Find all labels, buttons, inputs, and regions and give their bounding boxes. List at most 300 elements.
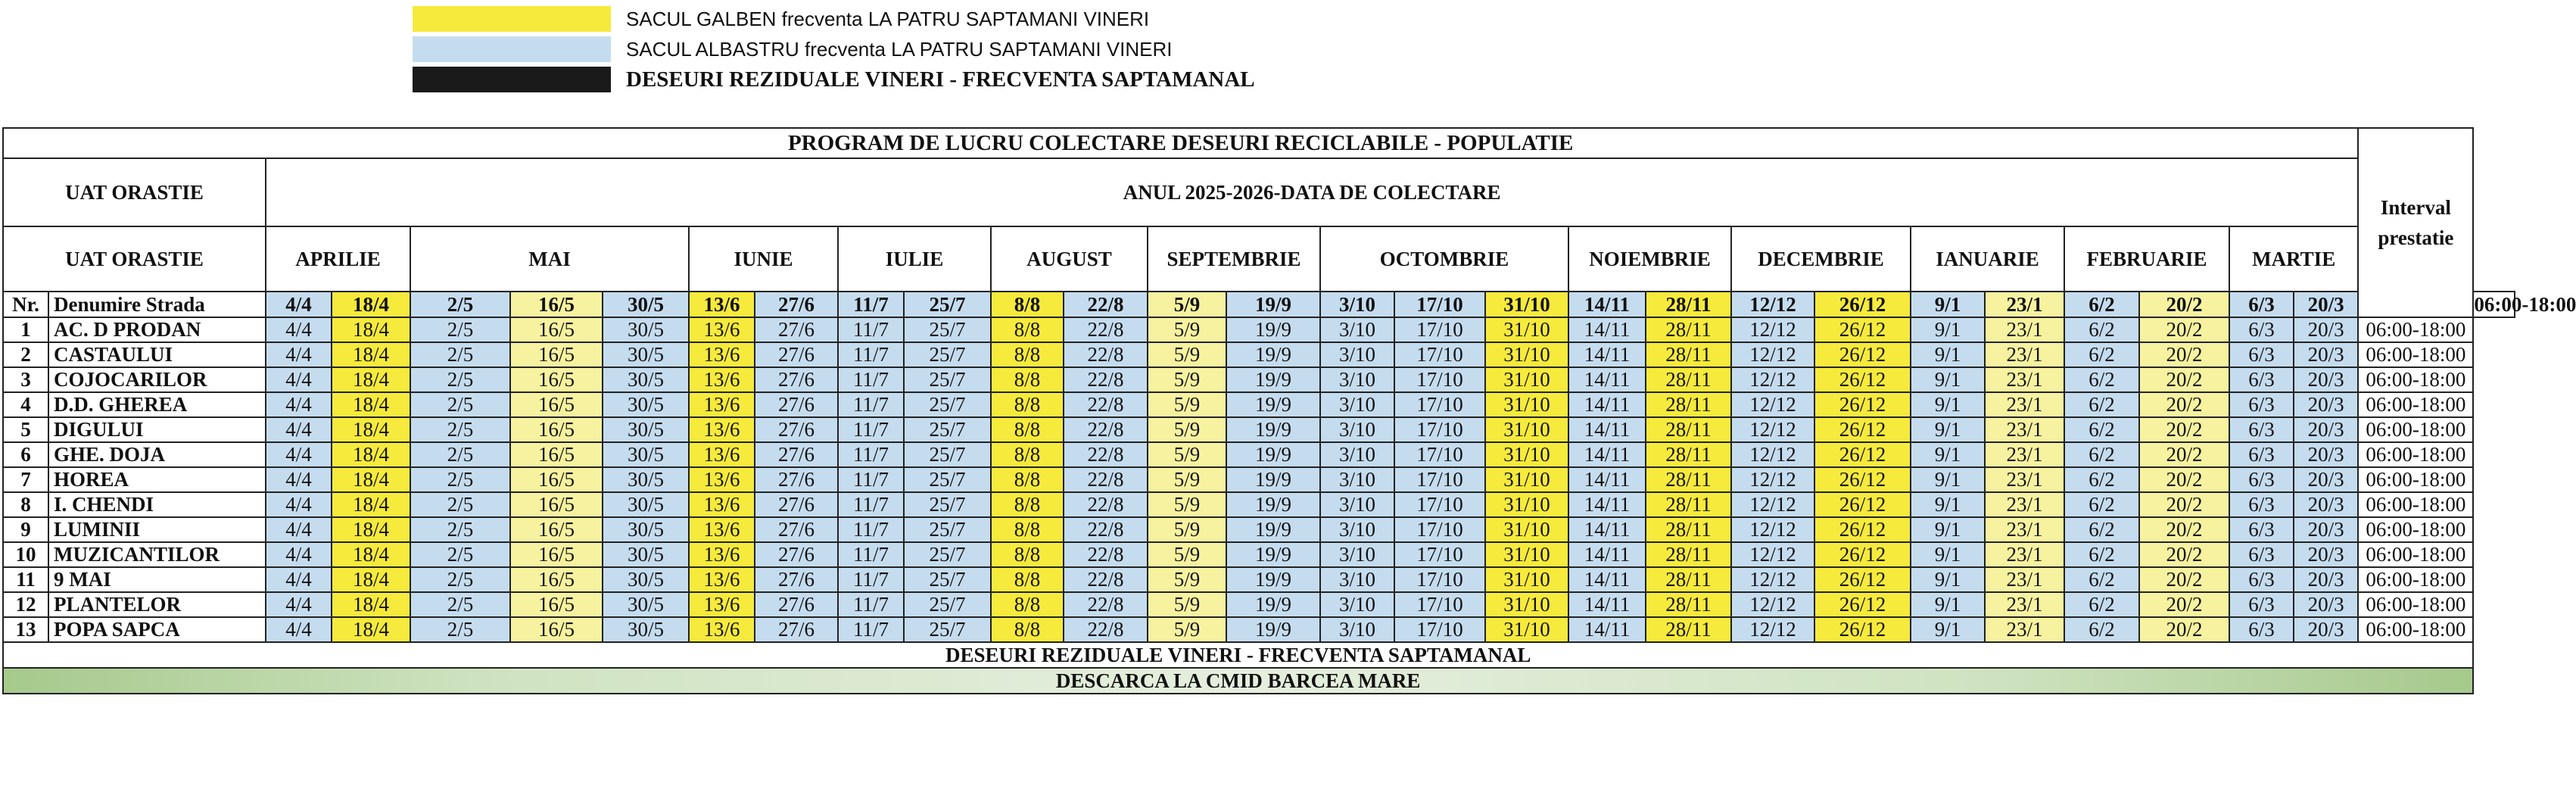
uat-label-2: UAT ORASTIE [3, 226, 266, 292]
date-cell: 27/6 [755, 317, 838, 342]
date-cell: 31/10 [1485, 442, 1568, 467]
table-row [3, 542, 2515, 567]
interval-header: Interval prestatie [2358, 128, 2473, 317]
date-header-cell: 11/7 [838, 292, 904, 317]
date-cell: 5/9 [1148, 317, 1226, 342]
date-cell: 17/10 [1394, 492, 1485, 517]
date-cell: 13/6 [689, 517, 755, 542]
date-cell: 13/6 [689, 392, 755, 417]
date-cell: 17/10 [1394, 442, 1485, 467]
date-cell: 12/12 [1731, 492, 1814, 517]
date-cell: 17/10 [1394, 592, 1485, 617]
date-cell: 5/9 [1148, 442, 1226, 467]
date-cell: 5/9 [1148, 492, 1226, 517]
date-cell: 13/6 [689, 492, 755, 517]
month-header: AUGUST [991, 226, 1148, 292]
date-cell: 6/2 [2064, 592, 2139, 617]
date-cell: 13/6 [689, 592, 755, 617]
date-cell: 22/8 [1064, 467, 1148, 492]
date-cell: 3/10 [1320, 542, 1394, 567]
table-row [3, 492, 2515, 517]
interval-cell: 06:00-18:00 [2358, 517, 2473, 542]
date-cell: 2/5 [410, 442, 510, 467]
date-cell: 26/12 [1814, 392, 1911, 417]
date-cell: 6/2 [2064, 492, 2139, 517]
date-cell: 2/5 [410, 617, 510, 642]
street-header: Denumire Strada [48, 292, 266, 317]
date-cell: 23/1 [1985, 417, 2064, 442]
date-cell: 6/3 [2229, 417, 2294, 442]
schedule-table [2, 127, 2576, 694]
date-cell: 11/7 [838, 617, 904, 642]
date-cell: 5/9 [1148, 542, 1226, 567]
date-cell: 4/4 [266, 367, 332, 392]
date-cell: 27/6 [755, 417, 838, 442]
date-cell: 8/8 [991, 517, 1064, 542]
date-cell: 9/1 [1911, 567, 1985, 592]
date-header-cell: 25/7 [904, 292, 991, 317]
date-cell: 11/7 [838, 542, 904, 567]
street-name: POPA SAPCA [48, 617, 266, 642]
date-cell: 5/9 [1148, 592, 1226, 617]
date-cell: 30/5 [603, 517, 689, 542]
date-cell: 14/11 [1568, 592, 1646, 617]
date-cell: 20/3 [2294, 517, 2358, 542]
date-cell: 12/12 [1731, 442, 1814, 467]
date-cell: 18/4 [332, 592, 410, 617]
date-cell: 20/3 [2294, 367, 2358, 392]
table-row [3, 517, 2515, 542]
date-cell: 20/3 [2294, 617, 2358, 642]
date-cell: 11/7 [838, 592, 904, 617]
date-cell: 25/7 [904, 367, 991, 392]
date-cell: 17/10 [1394, 467, 1485, 492]
date-cell: 8/8 [991, 542, 1064, 567]
date-cell: 3/10 [1320, 442, 1394, 467]
date-cell: 28/11 [1646, 367, 1731, 392]
date-cell: 14/11 [1568, 542, 1646, 567]
date-cell: 2/5 [410, 592, 510, 617]
date-cell: 23/1 [1985, 442, 2064, 467]
table-row [3, 592, 2515, 617]
date-cell: 11/7 [838, 567, 904, 592]
date-cell: 19/9 [1226, 567, 1320, 592]
date-cell: 6/3 [2229, 392, 2294, 417]
date-cell: 17/10 [1394, 542, 1485, 567]
date-cell: 20/2 [2139, 417, 2229, 442]
date-cell: 26/12 [1814, 442, 1911, 467]
row-number: 10 [3, 542, 48, 567]
date-cell: 13/6 [689, 342, 755, 367]
date-cell: 11/7 [838, 317, 904, 342]
date-cell: 16/5 [510, 392, 603, 417]
month-header: MARTIE [2229, 226, 2358, 292]
date-cell: 14/11 [1568, 492, 1646, 517]
month-header: NOIEMBRIE [1568, 226, 1731, 292]
legend-swatch-yellow [413, 6, 611, 32]
month-header: SEPTEMBRIE [1148, 226, 1320, 292]
date-cell: 20/2 [2139, 342, 2229, 367]
date-header-row [3, 292, 2515, 317]
date-cell: 20/3 [2294, 492, 2358, 517]
date-header-cell: 6/2 [2064, 292, 2139, 317]
date-cell: 18/4 [332, 517, 410, 542]
date-cell: 14/11 [1568, 392, 1646, 417]
date-header-cell: 16/5 [510, 292, 603, 317]
legend-text-black: DESEURI REZIDUALE VINERI - FRECVENTA SAPTAMANAL [626, 67, 1255, 92]
interval-cell: 06:00-18:00 [2473, 292, 2515, 317]
date-cell: 13/6 [689, 317, 755, 342]
date-cell: 3/10 [1320, 317, 1394, 342]
date-cell: 28/11 [1646, 617, 1731, 642]
date-cell: 31/10 [1485, 392, 1568, 417]
date-header-cell: 28/11 [1646, 292, 1731, 317]
date-cell: 8/8 [991, 392, 1064, 417]
date-cell: 19/9 [1226, 517, 1320, 542]
date-cell: 16/5 [510, 317, 603, 342]
date-cell: 28/11 [1646, 567, 1731, 592]
street-name: MUZICANTILOR [48, 542, 266, 567]
date-cell: 5/9 [1148, 367, 1226, 392]
date-cell: 31/10 [1485, 617, 1568, 642]
date-cell: 4/4 [266, 567, 332, 592]
date-cell: 6/2 [2064, 567, 2139, 592]
date-cell: 12/12 [1731, 592, 1814, 617]
date-cell: 6/2 [2064, 442, 2139, 467]
date-cell: 19/9 [1226, 392, 1320, 417]
date-cell: 2/5 [410, 417, 510, 442]
date-cell: 9/1 [1911, 417, 1985, 442]
date-header-cell: 19/9 [1226, 292, 1320, 317]
date-header-cell: 22/8 [1064, 292, 1148, 317]
row-number: 2 [3, 342, 48, 367]
legend [413, 5, 1321, 95]
interval-cell: 06:00-18:00 [2358, 492, 2473, 517]
date-cell: 6/2 [2064, 417, 2139, 442]
date-cell: 17/10 [1394, 517, 1485, 542]
date-cell: 6/2 [2064, 367, 2139, 392]
month-header: DECEMBRIE [1731, 226, 1911, 292]
date-cell: 19/9 [1226, 317, 1320, 342]
date-cell: 8/8 [991, 467, 1064, 492]
date-cell: 8/8 [991, 617, 1064, 642]
date-cell: 16/5 [510, 592, 603, 617]
date-cell: 30/5 [603, 367, 689, 392]
date-cell: 19/9 [1226, 542, 1320, 567]
date-cell: 2/5 [410, 517, 510, 542]
date-cell: 30/5 [603, 567, 689, 592]
date-cell: 13/6 [689, 617, 755, 642]
interval-cell: 06:00-18:00 [2358, 367, 2473, 392]
date-cell: 20/3 [2294, 342, 2358, 367]
date-cell: 4/4 [266, 442, 332, 467]
date-cell: 31/10 [1485, 567, 1568, 592]
date-cell: 14/11 [1568, 367, 1646, 392]
date-cell: 30/5 [603, 542, 689, 567]
date-cell: 14/11 [1568, 317, 1646, 342]
table-title: PROGRAM DE LUCRU COLECTARE DESEURI RECICLABILE - POPULATIE [3, 128, 2358, 158]
date-cell: 30/5 [603, 492, 689, 517]
interval-cell: 06:00-18:00 [2358, 442, 2473, 467]
date-cell: 18/4 [332, 542, 410, 567]
row-number: 11 [3, 567, 48, 592]
date-cell: 12/12 [1731, 367, 1814, 392]
date-cell: 20/3 [2294, 467, 2358, 492]
footer-discharge: DESCARCA LA CMID BARCEA MARE [3, 668, 2473, 694]
date-cell: 9/1 [1911, 367, 1985, 392]
street-name: HOREA [48, 467, 266, 492]
date-cell: 18/4 [332, 392, 410, 417]
table-row [3, 392, 2515, 417]
date-cell: 2/5 [410, 342, 510, 367]
date-cell: 9/1 [1911, 492, 1985, 517]
date-cell: 31/10 [1485, 592, 1568, 617]
date-cell: 18/4 [332, 442, 410, 467]
date-header-cell: 2/5 [410, 292, 510, 317]
date-cell: 9/1 [1911, 392, 1985, 417]
date-cell: 6/3 [2229, 367, 2294, 392]
street-name: PLANTELOR [48, 592, 266, 617]
date-cell: 26/12 [1814, 367, 1911, 392]
street-name: 9 MAI [48, 567, 266, 592]
date-cell: 27/6 [755, 542, 838, 567]
date-cell: 26/12 [1814, 517, 1911, 542]
row-number: 3 [3, 367, 48, 392]
date-cell: 14/11 [1568, 442, 1646, 467]
table-row [3, 567, 2515, 592]
date-cell: 3/10 [1320, 492, 1394, 517]
date-cell: 23/1 [1985, 467, 2064, 492]
date-cell: 11/7 [838, 442, 904, 467]
date-cell: 2/5 [410, 492, 510, 517]
date-cell: 6/3 [2229, 567, 2294, 592]
date-cell: 2/5 [410, 567, 510, 592]
date-cell: 26/12 [1814, 342, 1911, 367]
row-number: 1 [3, 317, 48, 342]
date-cell: 16/5 [510, 367, 603, 392]
date-cell: 13/6 [689, 467, 755, 492]
date-cell: 4/4 [266, 542, 332, 567]
table-row [3, 342, 2515, 367]
date-cell: 14/11 [1568, 517, 1646, 542]
date-header-cell: 20/3 [2294, 292, 2358, 317]
date-cell: 13/6 [689, 542, 755, 567]
date-cell: 16/5 [510, 567, 603, 592]
date-cell: 5/9 [1148, 417, 1226, 442]
date-cell: 28/11 [1646, 342, 1731, 367]
date-cell: 14/11 [1568, 467, 1646, 492]
date-cell: 16/5 [510, 517, 603, 542]
interval-cell: 06:00-18:00 [2358, 417, 2473, 442]
date-cell: 20/2 [2139, 367, 2229, 392]
date-header-cell: 4/4 [266, 292, 332, 317]
street-name: COJOCARILOR [48, 367, 266, 392]
date-cell: 5/9 [1148, 567, 1226, 592]
date-cell: 18/4 [332, 567, 410, 592]
date-cell: 17/10 [1394, 392, 1485, 417]
month-header: APRILIE [266, 226, 410, 292]
date-cell: 20/2 [2139, 492, 2229, 517]
date-cell: 17/10 [1394, 342, 1485, 367]
date-cell: 17/10 [1394, 617, 1485, 642]
date-cell: 30/5 [603, 392, 689, 417]
date-cell: 18/4 [332, 342, 410, 367]
date-cell: 14/11 [1568, 567, 1646, 592]
legend-yellow [413, 5, 1321, 33]
date-cell: 12/12 [1731, 567, 1814, 592]
date-cell: 27/6 [755, 617, 838, 642]
date-cell: 27/6 [755, 567, 838, 592]
date-cell: 27/6 [755, 392, 838, 417]
date-cell: 25/7 [904, 517, 991, 542]
date-cell: 22/8 [1064, 517, 1148, 542]
date-cell: 20/3 [2294, 317, 2358, 342]
date-cell: 18/4 [332, 617, 410, 642]
date-cell: 4/4 [266, 342, 332, 367]
date-cell: 22/8 [1064, 492, 1148, 517]
date-cell: 19/9 [1226, 492, 1320, 517]
date-header-cell: 12/12 [1731, 292, 1814, 317]
date-cell: 23/1 [1985, 592, 2064, 617]
date-cell: 4/4 [266, 467, 332, 492]
date-cell: 26/12 [1814, 592, 1911, 617]
date-cell: 11/7 [838, 467, 904, 492]
date-header-cell: 31/10 [1485, 292, 1568, 317]
date-cell: 18/4 [332, 467, 410, 492]
date-cell: 16/5 [510, 492, 603, 517]
date-cell: 8/8 [991, 442, 1064, 467]
date-header-cell: 5/9 [1148, 292, 1226, 317]
date-cell: 30/5 [603, 617, 689, 642]
interval-cell: 06:00-18:00 [2358, 342, 2473, 367]
date-cell: 27/6 [755, 467, 838, 492]
date-cell: 3/10 [1320, 617, 1394, 642]
date-cell: 31/10 [1485, 342, 1568, 367]
date-cell: 18/4 [332, 317, 410, 342]
date-cell: 8/8 [991, 367, 1064, 392]
date-cell: 5/9 [1148, 617, 1226, 642]
date-cell: 25/7 [904, 592, 991, 617]
street-name: CASTAULUI [48, 342, 266, 367]
date-cell: 12/12 [1731, 342, 1814, 367]
date-cell: 6/2 [2064, 317, 2139, 342]
date-cell: 9/1 [1911, 542, 1985, 567]
date-cell: 5/9 [1148, 342, 1226, 367]
date-cell: 6/3 [2229, 442, 2294, 467]
date-header-cell: 13/6 [689, 292, 755, 317]
date-cell: 8/8 [991, 492, 1064, 517]
month-header: IULIE [838, 226, 991, 292]
date-header-cell: 26/12 [1814, 292, 1911, 317]
date-cell: 4/4 [266, 492, 332, 517]
schedule-table-wrapper [2, 127, 2576, 694]
date-cell: 6/2 [2064, 342, 2139, 367]
date-cell: 6/3 [2229, 467, 2294, 492]
month-header: MAI [410, 226, 689, 292]
date-cell: 25/7 [904, 567, 991, 592]
date-cell: 30/5 [603, 417, 689, 442]
date-cell: 9/1 [1911, 617, 1985, 642]
date-cell: 31/10 [1485, 367, 1568, 392]
legend-swatch-blue [413, 36, 611, 62]
date-header-cell: 14/11 [1568, 292, 1646, 317]
date-cell: 18/4 [332, 367, 410, 392]
date-cell: 2/5 [410, 467, 510, 492]
month-header: IUNIE [689, 226, 838, 292]
interval-cell: 06:00-18:00 [2358, 467, 2473, 492]
table-row [3, 442, 2515, 467]
month-header: IANUARIE [1911, 226, 2064, 292]
date-cell: 3/10 [1320, 367, 1394, 392]
date-cell: 11/7 [838, 417, 904, 442]
date-cell: 16/5 [510, 467, 603, 492]
date-cell: 31/10 [1485, 492, 1568, 517]
date-cell: 6/3 [2229, 342, 2294, 367]
date-cell: 26/12 [1814, 617, 1911, 642]
date-cell: 9/1 [1911, 467, 1985, 492]
date-cell: 9/1 [1911, 592, 1985, 617]
date-cell: 20/2 [2139, 542, 2229, 567]
date-cell: 22/8 [1064, 392, 1148, 417]
month-header: OCTOMBRIE [1320, 226, 1568, 292]
date-header-cell: 20/2 [2139, 292, 2229, 317]
street-name: DIGULUI [48, 417, 266, 442]
date-cell: 28/11 [1646, 592, 1731, 617]
date-cell: 6/3 [2229, 492, 2294, 517]
date-cell: 19/9 [1226, 617, 1320, 642]
legend-swatch-black [413, 67, 611, 92]
date-cell: 12/12 [1731, 317, 1814, 342]
date-cell: 23/1 [1985, 317, 2064, 342]
date-cell: 16/5 [510, 342, 603, 367]
date-cell: 11/7 [838, 492, 904, 517]
date-cell: 3/10 [1320, 592, 1394, 617]
uat-label-1: UAT ORASTIE [3, 158, 266, 226]
table-row [3, 617, 2515, 642]
date-cell: 19/9 [1226, 467, 1320, 492]
interval-cell: 06:00-18:00 [2358, 317, 2473, 342]
date-cell: 22/8 [1064, 617, 1148, 642]
date-header-cell: 18/4 [332, 292, 410, 317]
date-cell: 13/6 [689, 367, 755, 392]
date-cell: 22/8 [1064, 342, 1148, 367]
date-cell: 30/5 [603, 342, 689, 367]
date-cell: 25/7 [904, 317, 991, 342]
date-cell: 23/1 [1985, 542, 2064, 567]
date-cell: 16/5 [510, 442, 603, 467]
date-cell: 22/8 [1064, 417, 1148, 442]
date-cell: 6/3 [2229, 617, 2294, 642]
date-cell: 2/5 [410, 542, 510, 567]
date-cell: 3/10 [1320, 392, 1394, 417]
date-cell: 19/9 [1226, 367, 1320, 392]
date-cell: 5/9 [1148, 392, 1226, 417]
date-cell: 17/10 [1394, 567, 1485, 592]
date-cell: 12/12 [1731, 542, 1814, 567]
date-header-cell: 8/8 [991, 292, 1064, 317]
date-cell: 23/1 [1985, 492, 2064, 517]
date-cell: 20/2 [2139, 467, 2229, 492]
date-cell: 20/3 [2294, 392, 2358, 417]
date-cell: 27/6 [755, 592, 838, 617]
date-cell: 6/3 [2229, 317, 2294, 342]
date-cell: 14/11 [1568, 617, 1646, 642]
date-cell: 12/12 [1731, 392, 1814, 417]
date-cell: 25/7 [904, 442, 991, 467]
date-cell: 6/3 [2229, 592, 2294, 617]
date-cell: 25/7 [904, 492, 991, 517]
date-cell: 30/5 [603, 442, 689, 467]
